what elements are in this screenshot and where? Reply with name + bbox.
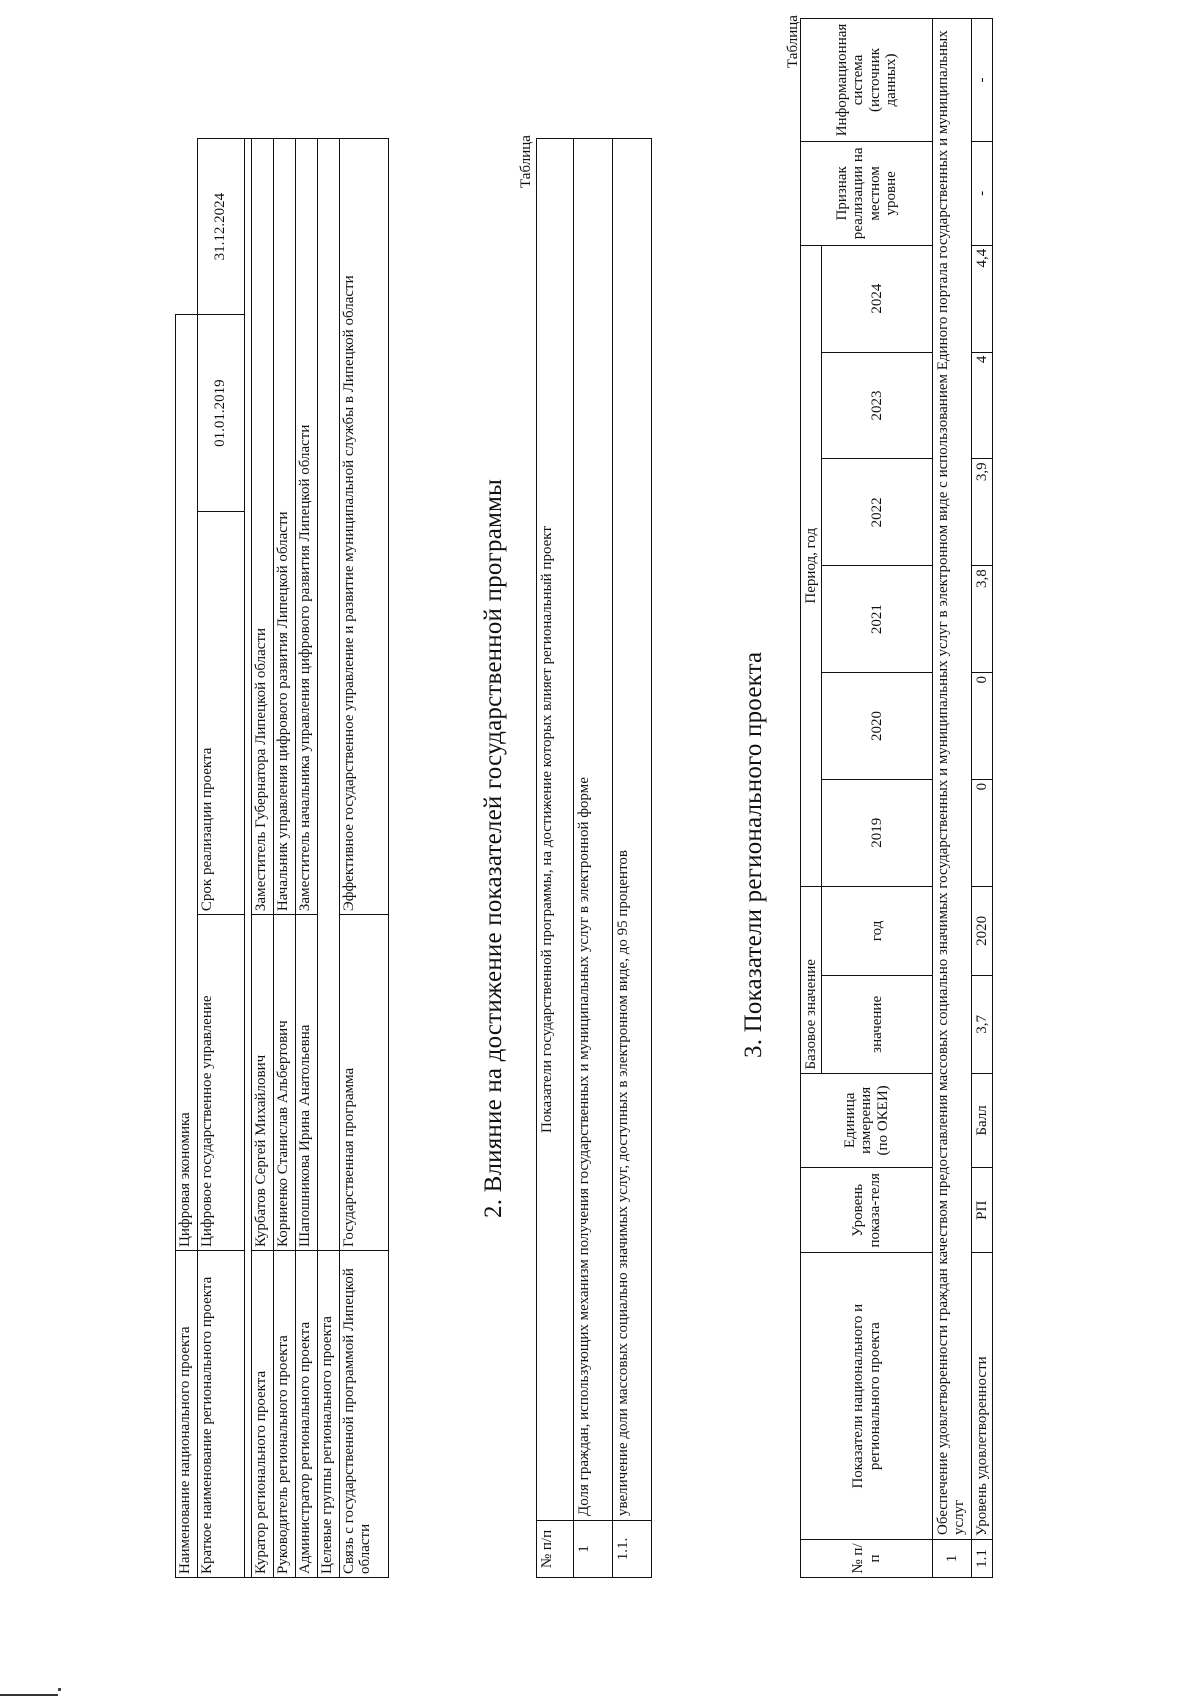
passport-spacer-row <box>245 139 252 1578</box>
indicator-info-system: - <box>972 19 993 142</box>
regional-project-indicators-table <box>800 18 993 1578</box>
indicator-unit: Балл <box>972 1073 993 1168</box>
indicator-value-2024: 4,4 <box>972 245 993 352</box>
short-name-value: Цифровое государственное управление <box>198 915 245 1251</box>
indicator-name: Уровень удовлетворенности <box>972 1253 993 1540</box>
table-row <box>574 139 613 1578</box>
national-project-label: Наименование национального проекта <box>176 1251 198 1578</box>
target-groups-value <box>318 139 340 1251</box>
col-year-header: 2024 <box>822 245 933 352</box>
curator-name: Курбатов Сергей Михайлович <box>252 915 274 1251</box>
admin-label: Администратор регионального проекта <box>296 1251 318 1578</box>
indicator-level: РП <box>972 1168 993 1253</box>
col-base-header: Базовое значение <box>801 886 822 1073</box>
project-passport-table <box>175 138 389 1578</box>
admin-position: Заместитель начальника управления цифрового развития Липецкой области <box>296 139 318 915</box>
end-date: 31.12.2024 <box>198 139 245 315</box>
col-base-value-header: значение <box>822 976 933 1074</box>
col-base-year-header: год <box>822 886 933 975</box>
indicator-value-2023: 4 <box>972 352 993 459</box>
passport-row-head <box>274 139 296 1578</box>
table-header-row <box>801 19 822 1578</box>
row-text: увеличение доли массовых социально значимых услуг, доступных в электронном виде, до 95 процентов <box>613 139 652 1521</box>
col-year-header: 2023 <box>822 352 933 459</box>
col-year-header: 2021 <box>822 566 933 673</box>
col-level-header: Уровень показа-теля <box>801 1168 933 1253</box>
program-link-value: Эффективное государственное управление и развитие муниципальной службы в Липецкой области <box>340 139 389 915</box>
passport-row-target-groups <box>318 139 340 1578</box>
short-name-label: Краткое наименование регионального проекта <box>198 1251 245 1578</box>
indicator-num: 1.1 <box>972 1540 993 1578</box>
start-date: 01.01.2019 <box>198 315 245 512</box>
period-label: Срок реализации проекта <box>198 512 245 915</box>
goal-row-num: 1 <box>933 1540 972 1578</box>
col-unit-header: Единица измерения (по ОКЕИ) <box>801 1073 933 1168</box>
col-year-header: 2022 <box>822 459 933 566</box>
passport-row-admin <box>296 139 318 1578</box>
national-project-value: Цифровая экономика <box>176 315 198 1251</box>
head-name: Корниенко Станислав Альбертович <box>274 915 296 1251</box>
col-indicators-header: Показатели государственной программы, на достижение которых влияет региональный проект <box>537 139 574 1521</box>
indicator-value-2019: 0 <box>972 779 993 886</box>
row-num: 1.1. <box>613 1521 652 1578</box>
row-num: 1 <box>574 1521 613 1578</box>
section-3-title: 3. Показатели регионального проекта <box>740 651 767 1058</box>
table-row <box>933 19 972 1578</box>
col-year-header: 2020 <box>822 673 933 780</box>
col-num-header: № п/п <box>537 1521 574 1578</box>
target-groups-label: Целевые группы регионального проекта <box>318 1251 340 1578</box>
table-row <box>613 139 652 1578</box>
col-name-header: Показатели национального и регионального проекта <box>801 1253 933 1540</box>
table-header-row <box>537 139 574 1578</box>
indicator-value-2021: 3,8 <box>972 566 993 673</box>
scan-edge-mark <box>0 1694 58 1696</box>
col-year-header: 2019 <box>822 779 933 886</box>
col-local-flag-header: Признак реализации на местном уровне <box>801 141 933 245</box>
program-link-label: Связь с государственной программой Липецкой области <box>340 1251 389 1578</box>
section-2-table-word: Таблица <box>518 135 534 188</box>
curator-position: Заместитель Губернатора Липецкой области <box>252 139 274 915</box>
indicator-value-2022: 3,9 <box>972 459 993 566</box>
indicator-base-value: 3,7 <box>972 976 993 1074</box>
curator-label: Куратор регионального проекта <box>252 1251 274 1578</box>
program-link-type: Государственная программа <box>340 915 389 1251</box>
program-indicators-table <box>536 138 652 1578</box>
head-position: Начальник управления цифрового развития Липецкой области <box>274 139 296 915</box>
head-label: Руководитель регионального проекта <box>274 1251 296 1578</box>
scan-edge-dot <box>58 1688 61 1691</box>
passport-row-national-project <box>176 139 198 1578</box>
passport-row-program-link <box>340 139 389 1578</box>
goal-row-text: Обеспечение удовлетворенности граждан качеством предоставления массовых социально значимых государственных и муниципальных услуг в электронном виде с использованием Единого портала государственных и муниципальных услуг <box>933 19 972 1540</box>
admin-name: Шапошникова Ирина Анатольевна <box>296 915 318 1251</box>
section-3-table-word: Таблица <box>785 15 801 68</box>
indicator-value-2020: 0 <box>972 673 993 780</box>
indicator-base-year: 2020 <box>972 886 993 975</box>
passport-row-short-name <box>198 139 245 1578</box>
section-2-title: 2. Влияние на достижение показателей государственной программы <box>480 478 507 1218</box>
indicator-local-flag: - <box>972 141 993 245</box>
row-text: Доля граждан, использующих механизм получения государственных и муниципальных услуг в электронной форме <box>574 139 613 1521</box>
col-period-header: Период, год <box>801 245 822 886</box>
table-row <box>972 19 993 1578</box>
passport-row-curator <box>252 139 274 1578</box>
col-info-system-header: Информационная система (источник данных) <box>801 19 933 142</box>
col-num-header: № п/п <box>801 1540 933 1578</box>
